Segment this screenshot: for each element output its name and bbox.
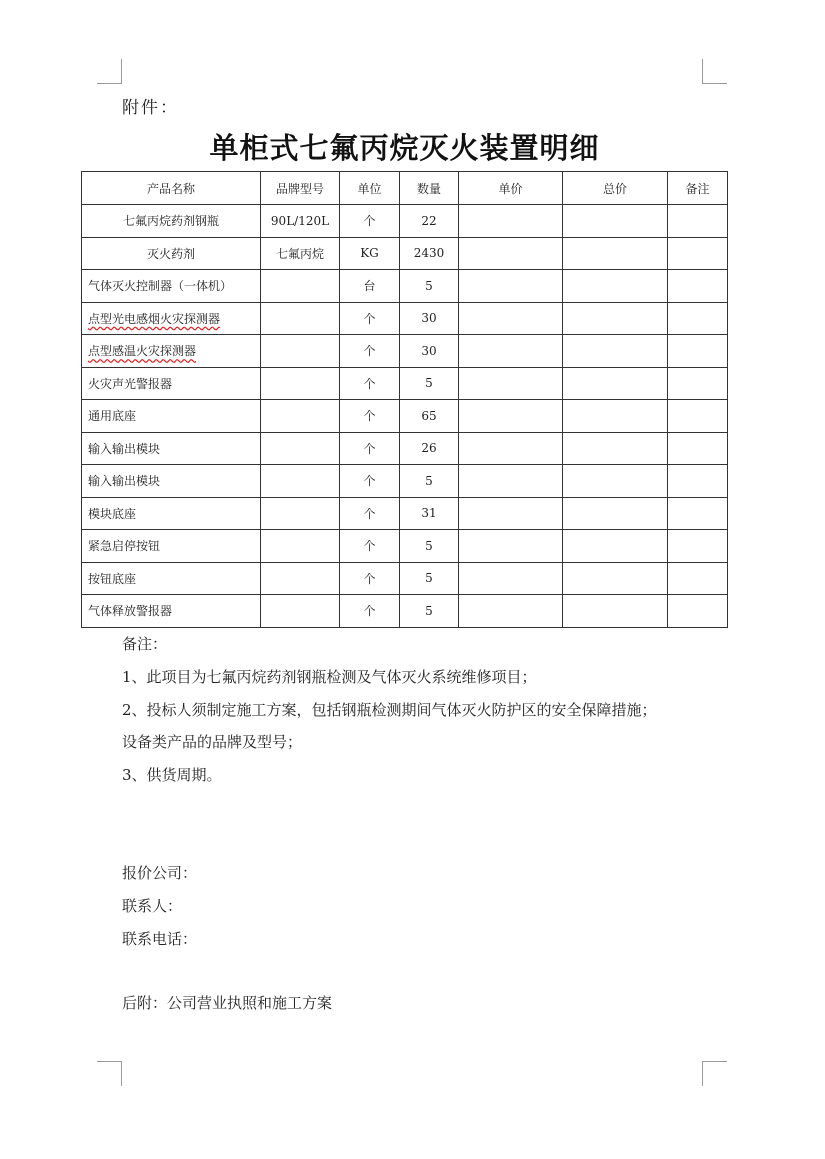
note-item-2: 2、投标人须制定施工方案，包括钢瓶检测期间气体灭火防护区的安全保障措施； — [122, 701, 657, 719]
cell-quantity: 31 — [400, 497, 459, 530]
table-row — [82, 400, 728, 433]
cell-product-name: 七氟丙烷药剂钢瓶 — [82, 205, 261, 238]
cell-unit: 个 — [340, 497, 400, 530]
table-row — [82, 237, 728, 270]
cell-unit-price — [459, 530, 563, 563]
notes-heading: 备注： — [122, 635, 168, 653]
cell-total-price — [563, 237, 668, 270]
table-row — [82, 530, 728, 563]
cell-unit: 个 — [340, 335, 400, 368]
cell-remark — [668, 400, 728, 433]
header-total-price: 总价 — [563, 172, 668, 205]
cell-brand-model — [261, 270, 340, 303]
cell-total-price — [563, 400, 668, 433]
cell-total-price — [563, 367, 668, 400]
cell-brand-model — [261, 302, 340, 335]
cell-remark — [668, 270, 728, 303]
cell-product-name: 气体灭火控制器（一体机） — [82, 270, 261, 303]
cell-unit-price — [459, 400, 563, 433]
table-row — [82, 270, 728, 303]
cell-total-price — [563, 562, 668, 595]
cell-unit-price — [459, 595, 563, 628]
cell-remark — [668, 432, 728, 465]
cell-unit: 个 — [340, 562, 400, 595]
cell-unit: 个 — [340, 400, 400, 433]
cell-total-price — [563, 497, 668, 530]
cell-total-price — [563, 335, 668, 368]
cell-remark — [668, 335, 728, 368]
page-title: 单柜式七氟丙烷灭火装置明细 — [209, 131, 600, 165]
cell-quantity: 2430 — [400, 237, 459, 270]
table-row — [82, 367, 728, 400]
table-row — [82, 497, 728, 530]
cell-quantity: 65 — [400, 400, 459, 433]
cell-total-price — [563, 270, 668, 303]
cell-brand-model: 90L/120L — [261, 205, 340, 238]
header-unit-price: 单价 — [459, 172, 563, 205]
cell-total-price — [563, 530, 668, 563]
cell-brand-model — [261, 367, 340, 400]
cell-total-price — [563, 205, 668, 238]
table-row — [82, 465, 728, 498]
cell-unit: 个 — [340, 205, 400, 238]
note-item-3: 3、供货周期。 — [122, 766, 222, 784]
header-quantity: 数量 — [400, 172, 459, 205]
cell-product-name: 气体释放警报器 — [82, 595, 261, 628]
cell-product-name: 紧急启停按钮 — [82, 530, 261, 563]
cell-quantity: 5 — [400, 530, 459, 563]
cell-unit: 个 — [340, 465, 400, 498]
cell-brand-model — [261, 530, 340, 563]
cell-unit-price — [459, 465, 563, 498]
crop-mark-bottom-right — [702, 1061, 727, 1086]
table-row — [82, 302, 728, 335]
cell-quantity: 30 — [400, 335, 459, 368]
cell-unit: KG — [340, 237, 400, 270]
crop-mark-bottom-left — [97, 1061, 122, 1086]
table-row — [82, 595, 728, 628]
cell-brand-model — [261, 432, 340, 465]
cell-remark — [668, 367, 728, 400]
equipment-table — [81, 171, 728, 628]
crop-mark-top-left — [97, 59, 122, 84]
cell-unit: 个 — [340, 530, 400, 563]
table-row — [82, 335, 728, 368]
cell-unit: 个 — [340, 432, 400, 465]
table-row — [82, 562, 728, 595]
cell-total-price — [563, 432, 668, 465]
cell-brand-model — [261, 465, 340, 498]
cell-quantity: 5 — [400, 465, 459, 498]
cell-quantity: 5 — [400, 367, 459, 400]
cell-quantity: 30 — [400, 302, 459, 335]
contact-company: 报价公司： — [122, 864, 198, 882]
appendix-note: 后附：公司营业执照和施工方案 — [122, 994, 333, 1012]
cell-product-name: 通用底座 — [82, 400, 261, 433]
header-remark: 备注 — [668, 172, 728, 205]
cell-brand-model — [261, 595, 340, 628]
cell-unit-price — [459, 367, 563, 400]
cell-remark — [668, 562, 728, 595]
cell-remark — [668, 302, 728, 335]
attachment-label: 附件： — [122, 98, 179, 118]
cell-unit-price — [459, 205, 563, 238]
cell-product-name: 模块底座 — [82, 497, 261, 530]
contact-person: 联系人： — [122, 897, 183, 915]
cell-unit-price — [459, 497, 563, 530]
cell-brand-model: 七氟丙烷 — [261, 237, 340, 270]
cell-brand-model — [261, 562, 340, 595]
cell-product-name: 按钮底座 — [82, 562, 261, 595]
table-row — [82, 432, 728, 465]
cell-product-name: 点型光电感烟火灾探测器 — [82, 302, 261, 335]
cell-remark — [668, 205, 728, 238]
cell-quantity: 26 — [400, 432, 459, 465]
cell-product-name: 灭火药剂 — [82, 237, 261, 270]
cell-quantity: 5 — [400, 270, 459, 303]
header-unit: 单位 — [340, 172, 400, 205]
cell-quantity: 5 — [400, 562, 459, 595]
cell-product-name: 火灾声光警报器 — [82, 367, 261, 400]
header-brand-model: 品牌型号 — [261, 172, 340, 205]
header-product-name: 产品名称 — [82, 172, 261, 205]
cell-unit-price — [459, 335, 563, 368]
cell-product-name: 点型感温火灾探测器 — [82, 335, 261, 368]
note-item-2-continued: 设备类产品的品牌及型号； — [122, 733, 303, 751]
cell-total-price — [563, 302, 668, 335]
cell-unit: 台 — [340, 270, 400, 303]
cell-unit-price — [459, 237, 563, 270]
cell-remark — [668, 465, 728, 498]
crop-mark-top-right — [702, 59, 727, 84]
cell-remark — [668, 497, 728, 530]
cell-remark — [668, 530, 728, 563]
cell-quantity: 5 — [400, 595, 459, 628]
cell-remark — [668, 595, 728, 628]
cell-total-price — [563, 465, 668, 498]
cell-unit: 个 — [340, 302, 400, 335]
cell-brand-model — [261, 400, 340, 433]
cell-unit-price — [459, 562, 563, 595]
cell-unit-price — [459, 302, 563, 335]
cell-unit: 个 — [340, 595, 400, 628]
cell-brand-model — [261, 497, 340, 530]
cell-unit: 个 — [340, 367, 400, 400]
cell-product-name: 输入输出模块 — [82, 432, 261, 465]
cell-product-name: 输入输出模块 — [82, 465, 261, 498]
cell-remark — [668, 237, 728, 270]
cell-unit-price — [459, 270, 563, 303]
contact-phone: 联系电话： — [122, 930, 198, 948]
table-header-row — [82, 172, 728, 205]
note-item-1: 1、此项目为七氟丙烷药剂钢瓶检测及气体灭火系统维修项目； — [122, 668, 537, 686]
cell-quantity: 22 — [400, 205, 459, 238]
cell-total-price — [563, 595, 668, 628]
cell-brand-model — [261, 335, 340, 368]
cell-unit-price — [459, 432, 563, 465]
table-row — [82, 205, 728, 238]
